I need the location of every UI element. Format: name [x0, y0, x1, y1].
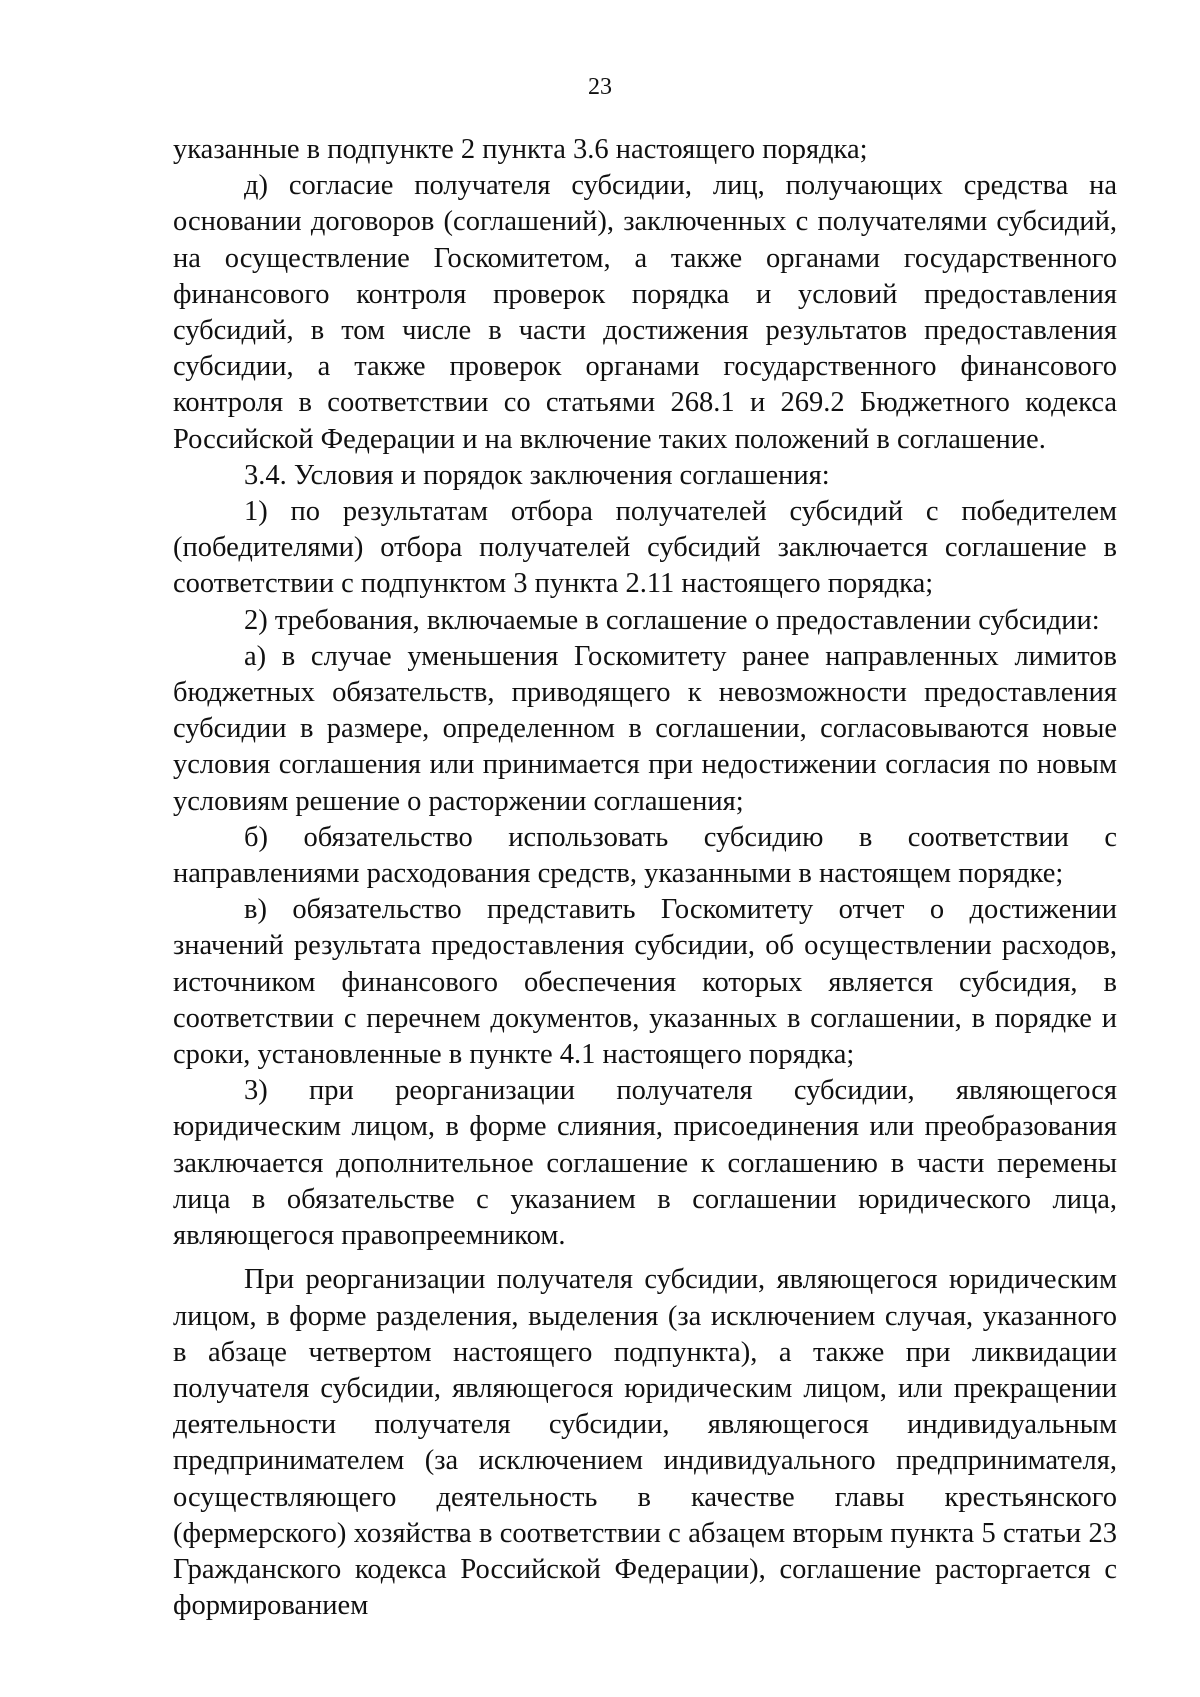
paragraph-5: 2) требования, включаемые в соглашение о предоставлении субсидии:: [244, 604, 1100, 636]
paragraph-7: б) обязательство использовать субсидию в соответствии с направлениями расходования средств, указанными в настоящем порядке;: [173, 821, 1117, 890]
document-body: [173, 132, 1117, 1624]
paragraph-8: в) обязательство представить Госкомитету отчет о достижении значений результата предоставления субсидии, об осуществлении расходов, источником финансового обеспечения которых является субсидия, в соответствии с перечнем документов, указанных в соглашении, в порядке и сроки, установленные в пункте 4.1 настоящего порядка;: [173, 894, 1117, 1071]
paragraph-9: 3) при реорганизации получателя субсидии, являющегося юридическим лицом, в форме слияния, присоединения или преобразования заключается дополнительное соглашение к соглашению в части перемены лица в обязательстве с указанием в соглашении юридического лица, являющегося правопреемником.: [173, 1075, 1117, 1252]
paragraph-10: При реорганизации получателя субсидии, являющегося юридическим лицом, в форме разделения, выделения (за исключением случая, указанного в абзаце четвертом настоящего подпункта), а также при ликвидации получателя субсидии, являющегося юридическим лицом, или прекращении деятельности получателя субсидии, являющегося индивидуальным предпринимателем (за исключением индивидуального предпринимателя, осуществляющего деятельность в качестве главы крестьянского (фермерского) хозяйства в соответствии с абзацем вторым пункта 5 статьи 23 Гражданского кодекса Российской Федерации), соглашение расторгается с формированием: [173, 1264, 1117, 1622]
page-number: 23: [588, 74, 612, 100]
paragraph-4: 1) по результатам отбора получателей субсидий с победителем (победителями) отбора получателей субсидий заключается соглашение в соответствии с подпунктом 3 пункта 2.11 настоящего порядка;: [173, 496, 1117, 600]
paragraph-2: д) согласие получателя субсидии, лиц, получающих средства на основании договоров (соглашений), заключенных с получателями субсидий, на осуществление Госкомитетом, а также органами государственного финансового контроля проверок порядка и условий предоставления субсидий, в том числе в части достижения результатов предоставления субсидии, а также проверок органами государственного финансового контроля в соответствии со статьями 268.1 и 269.2 Бюджетного кодекса Российской Федерации и на включение таких положений в соглашение.: [173, 170, 1117, 455]
paragraph-1: указанные в подпункте 2 пункта 3.6 настоящего порядка;: [173, 134, 868, 165]
paragraph-3: 3.4. Условия и порядок заключения соглашения:: [244, 459, 830, 491]
paragraph-6: а) в случае уменьшения Госкомитету ранее направленных лимитов бюджетных обязательств, приводящего к невозможности предоставления субсидии в размере, определенном в соглашении, согласовываются новые условия соглашения или принимается при недостижении согласия по новым условиям решение о расторжении соглашения;: [173, 640, 1117, 817]
